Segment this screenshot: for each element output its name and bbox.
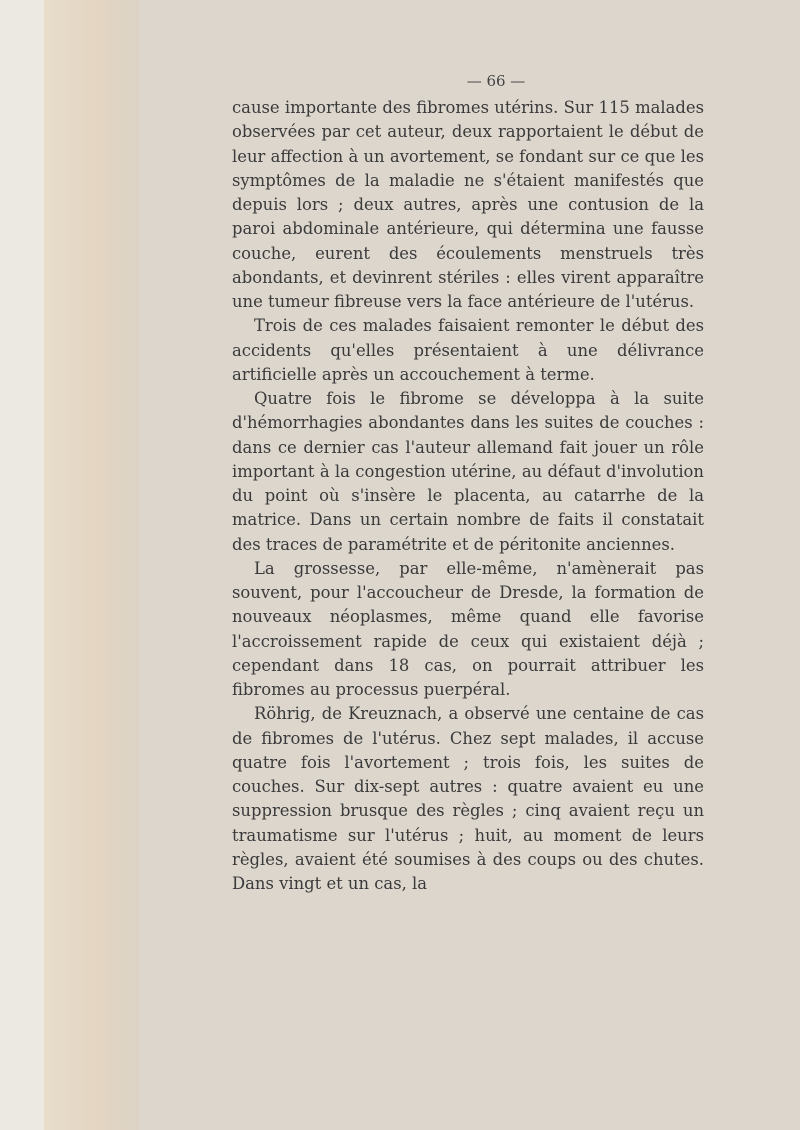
paragraph-3: Quatre fois le fibrome se développa à la suite d'hémorrhagies abondantes dans les suites de couches : dans ce dernier cas l'auteur allemand fait jouer un rôle important à la congestion utérine, au défaut d'involution du point où s'insère le placenta, au catarrhe de la matrice. Dans un certain nombre de faits il constatait des traces de paramétrite et de péritonite anciennes.	[232, 389, 704, 554]
paragraph-2: Trois de ces malades faisaient remonter le début des accidents qu'elles présentaient à une délivrance artificielle après un accouchement à terme.	[232, 316, 704, 384]
book-gutter	[44, 0, 138, 1130]
paragraph-1: cause importante des fibromes utérins. Sur 115 malades observées par cet auteur, deux rapportaient le début de leur affection à un avortement, se fondant sur ce que les symptômes de la maladie ne s'étaient manifestés que depuis lors ; deux autres, après une contusion de la paroi abdominale antérieure, qui détermina une fausse couche, eurent des écoulements menstruels très abondants, et devinrent stériles : elles virent apparaître une tumeur fibreuse vers la face antérieure de l'utérus.	[232, 98, 704, 311]
paragraph-5: Röhrig, de Kreuznach, a observé une centaine de cas de fibromes de l'utérus. Chez sept malades, il accuse quatre fois l'avortement ; trois fois, les suites de couches. Sur dix-sept autres : quatre avaient eu une suppression brusque des règles ; cinq avaient reçu un traumatisme sur l'utérus ; huit, au moment de leurs règles, avaient été soumises à des coups ou des chutes. Dans vingt et un cas, la	[232, 704, 704, 893]
page-number: — 66 —	[466, 72, 526, 90]
paragraph-4: La grossesse, par elle-même, n'amènerait pas souvent, pour l'accoucheur de Dresde, la formation de nouveaux néoplasmes, même quand elle favorise l'accroissement rapide de ceux qui existaient déjà ; cependant dans 18 cas, on pourrait attribuer les fibromes au processus puerpéral.	[232, 558, 704, 699]
scan-margin	[0, 0, 44, 1130]
body-text	[232, 96, 704, 896]
